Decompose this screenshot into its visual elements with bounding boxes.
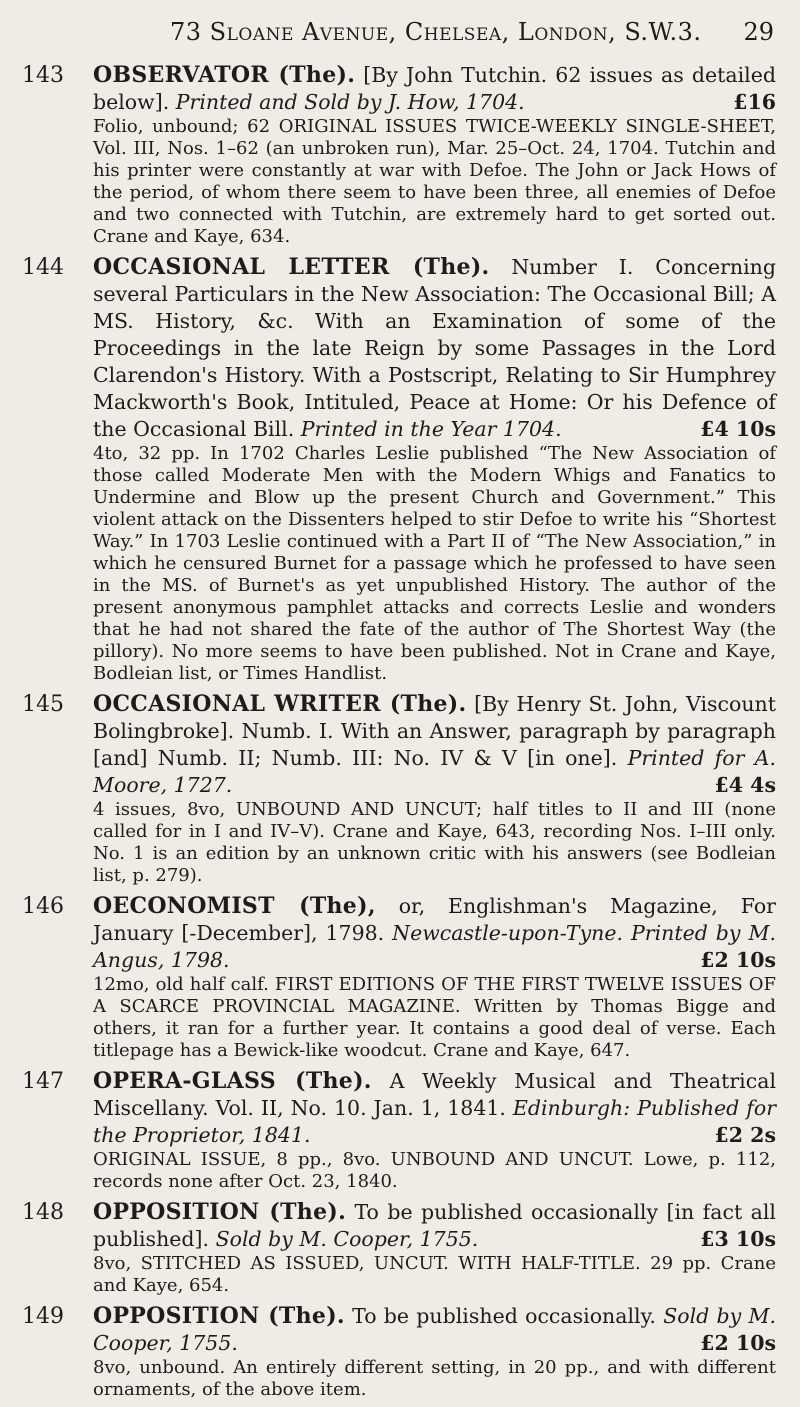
entry-description: 4to, 32 pp. In 1702 Charles Leslie published “The New Association of those called Moderate Men with the Modern Whigs and Fanatics to Undermine and Blow up the present Church and Government.” This violent attack on the Dissenters helped to stir Defoe to write his “Shortest Way.” In 1703 Leslie continued with a Part II of “The New Association,” in which he censured Burnet for a passage which he professed to have seen in the MS. of Burnet's as yet unpublished History. The author of the present anonymous pamphlet attacks and corrects Leslie and wonders that he had not shared the fate of the author of The Shortest Way (the pillory). No more seems to have been published. Not in Crane and Kaye, Bodleian list, or Times Handlist. — [93, 443, 776, 684]
entry-description: ORIGINAL ISSUE, 8 pp., 8vo. UNBOUND AND UNCUT. Lowe, p. 112, records none after Oct. 23, 1840. — [93, 1149, 776, 1192]
entry-heading — [93, 1068, 776, 1149]
entry-price: £4 4s — [714, 773, 776, 797]
entry-title: OPERA-GLASS (The). — [93, 1068, 372, 1094]
entry-number: 145 — [22, 692, 64, 717]
catalogue-entry — [0, 62, 800, 248]
catalogue-entry — [0, 691, 800, 887]
catalogue-entry — [0, 254, 800, 685]
entry-number: 144 — [22, 255, 64, 280]
entry-description: 8vo, unbound. An entirely different setting, in 20 pp., and with different ornaments, of the above item. — [93, 1357, 776, 1400]
entry-title: OBSERVATOR (The). — [93, 62, 356, 88]
entry-price: £3 10s — [700, 1227, 776, 1251]
entry-imprint: Printed for A. Moore, 1727. — [93, 746, 776, 797]
entry-details: [By John Tutchin. 62 issues as detailed below]. — [93, 63, 776, 114]
entry-title: OCCASIONAL WRITER (The). — [93, 691, 467, 717]
entry-number: 143 — [22, 63, 64, 88]
entry-imprint: Printed in the Year 1704. — [300, 417, 562, 441]
entry-heading — [93, 1199, 776, 1253]
entry-price: £2 2s — [714, 1123, 776, 1147]
entry-price: £2 10s — [700, 948, 776, 972]
entry-price: £16 — [733, 90, 776, 114]
entry-description: 4 issues, 8vo, UNBOUND AND UNCUT; half titles to II and III (none called for in I and IV–V). Crane and Kaye, 643, recording Nos. I–III only. No. 1 is an edition by an unknown critic with his answers (see Bodleian list, p. 279). — [93, 799, 776, 886]
entry-number: 148 — [22, 1200, 64, 1225]
entry-number: 149 — [22, 1304, 64, 1329]
entry-title: OPPOSITION (The). — [93, 1199, 347, 1225]
entry-imprint: Printed and Sold by J. How, 1704. — [175, 90, 525, 114]
entry-heading — [93, 1303, 776, 1357]
catalogue-entry — [0, 1199, 800, 1297]
entry-title: OCCASIONAL LETTER (The). — [93, 254, 490, 280]
catalogue-entry — [0, 893, 800, 1062]
entry-number: 146 — [22, 894, 64, 919]
entry-imprint: Sold by M. Cooper, 1755. — [93, 1304, 776, 1355]
entry-imprint: Newcastle-upon-Tyne. Printed by M. Angus, 1798. — [93, 921, 776, 972]
entry-imprint: Edinburgh: Published for the Proprietor, 1841. — [93, 1096, 777, 1147]
entry-details: Number I. Concerning several Particulars in the New Association: The Occasional Bill; A MS. History, &c. With an Examination of some of the Proceedings in the late Reign by some Passages in the Lord Clarendon's History. With a Postscript, Relating to Sir Humphrey Mackworth's Book, Intituled, Peace at Home: Or his Defence of the Occasional Bill. — [93, 255, 776, 441]
entry-details: To be published occasionally [in fact all published]. — [93, 1200, 776, 1251]
page-number: 29 — [743, 18, 774, 46]
entry-price: £2 10s — [700, 1331, 776, 1355]
entry-description: Folio, unbound; 62 ORIGINAL ISSUES TWICE-WEEKLY SINGLE-SHEET, Vol. III, Nos. 1–62 (an unbroken run), Mar. 25–Oct. 24, 1704. Tutchin and his printer were constantly at war with Defoe. The John or Jack Hows of the period, of whom there seem to have been three, all enemies of Defoe and two connected with Tutchin, are extremely hard to get sorted out. Crane and Kaye, 634. — [93, 116, 776, 247]
entry-details: A Weekly Musical and Theatrical Miscellany. Vol. II, No. 10. Jan. 1, 1841. — [93, 1069, 776, 1120]
entry-heading — [93, 62, 776, 116]
catalogue-entries — [0, 62, 800, 1407]
entry-details: or, Englishman's Magazine, For January [-December], 1798. — [93, 894, 776, 945]
entry-title: OECONOMIST (The), — [93, 893, 376, 919]
running-head: 73 Sloane Avenue, Chelsea, London, S.W.3. — [170, 18, 702, 46]
entry-details: To be published occasionally. — [344, 1304, 664, 1328]
entry-heading — [93, 893, 776, 974]
entry-heading — [93, 254, 776, 443]
entry-price: £4 10s — [700, 417, 776, 441]
entry-description: 8vo, STITCHED AS ISSUED, UNCUT. WITH HALF-TITLE. 29 pp. Crane and Kaye, 654. — [93, 1253, 776, 1296]
entry-number: 147 — [22, 1069, 64, 1094]
entry-heading — [93, 691, 776, 799]
entry-description: 12mo, old half calf. FIRST EDITIONS OF THE FIRST TWELVE ISSUES OF A SCARCE PROVINCIAL MAGAZINE. Written by Thomas Bigge and others, it ran for a further year. It contains a good deal of verse. Each titlepage has a Bewick-like woodcut. Crane and Kaye, 647. — [93, 974, 776, 1061]
entry-imprint: Sold by M. Cooper, 1755. — [215, 1227, 479, 1251]
entry-details: [By Henry St. John, Viscount Bolingbroke]. Numb. I. With an Answer, paragraph by paragraph [and] Numb. II; Numb. III: No. IV & V [in one]. — [93, 692, 776, 770]
entry-title: OPPOSITION (The). — [93, 1303, 345, 1329]
catalogue-entry — [0, 1303, 800, 1401]
catalogue-entry — [0, 1068, 800, 1193]
